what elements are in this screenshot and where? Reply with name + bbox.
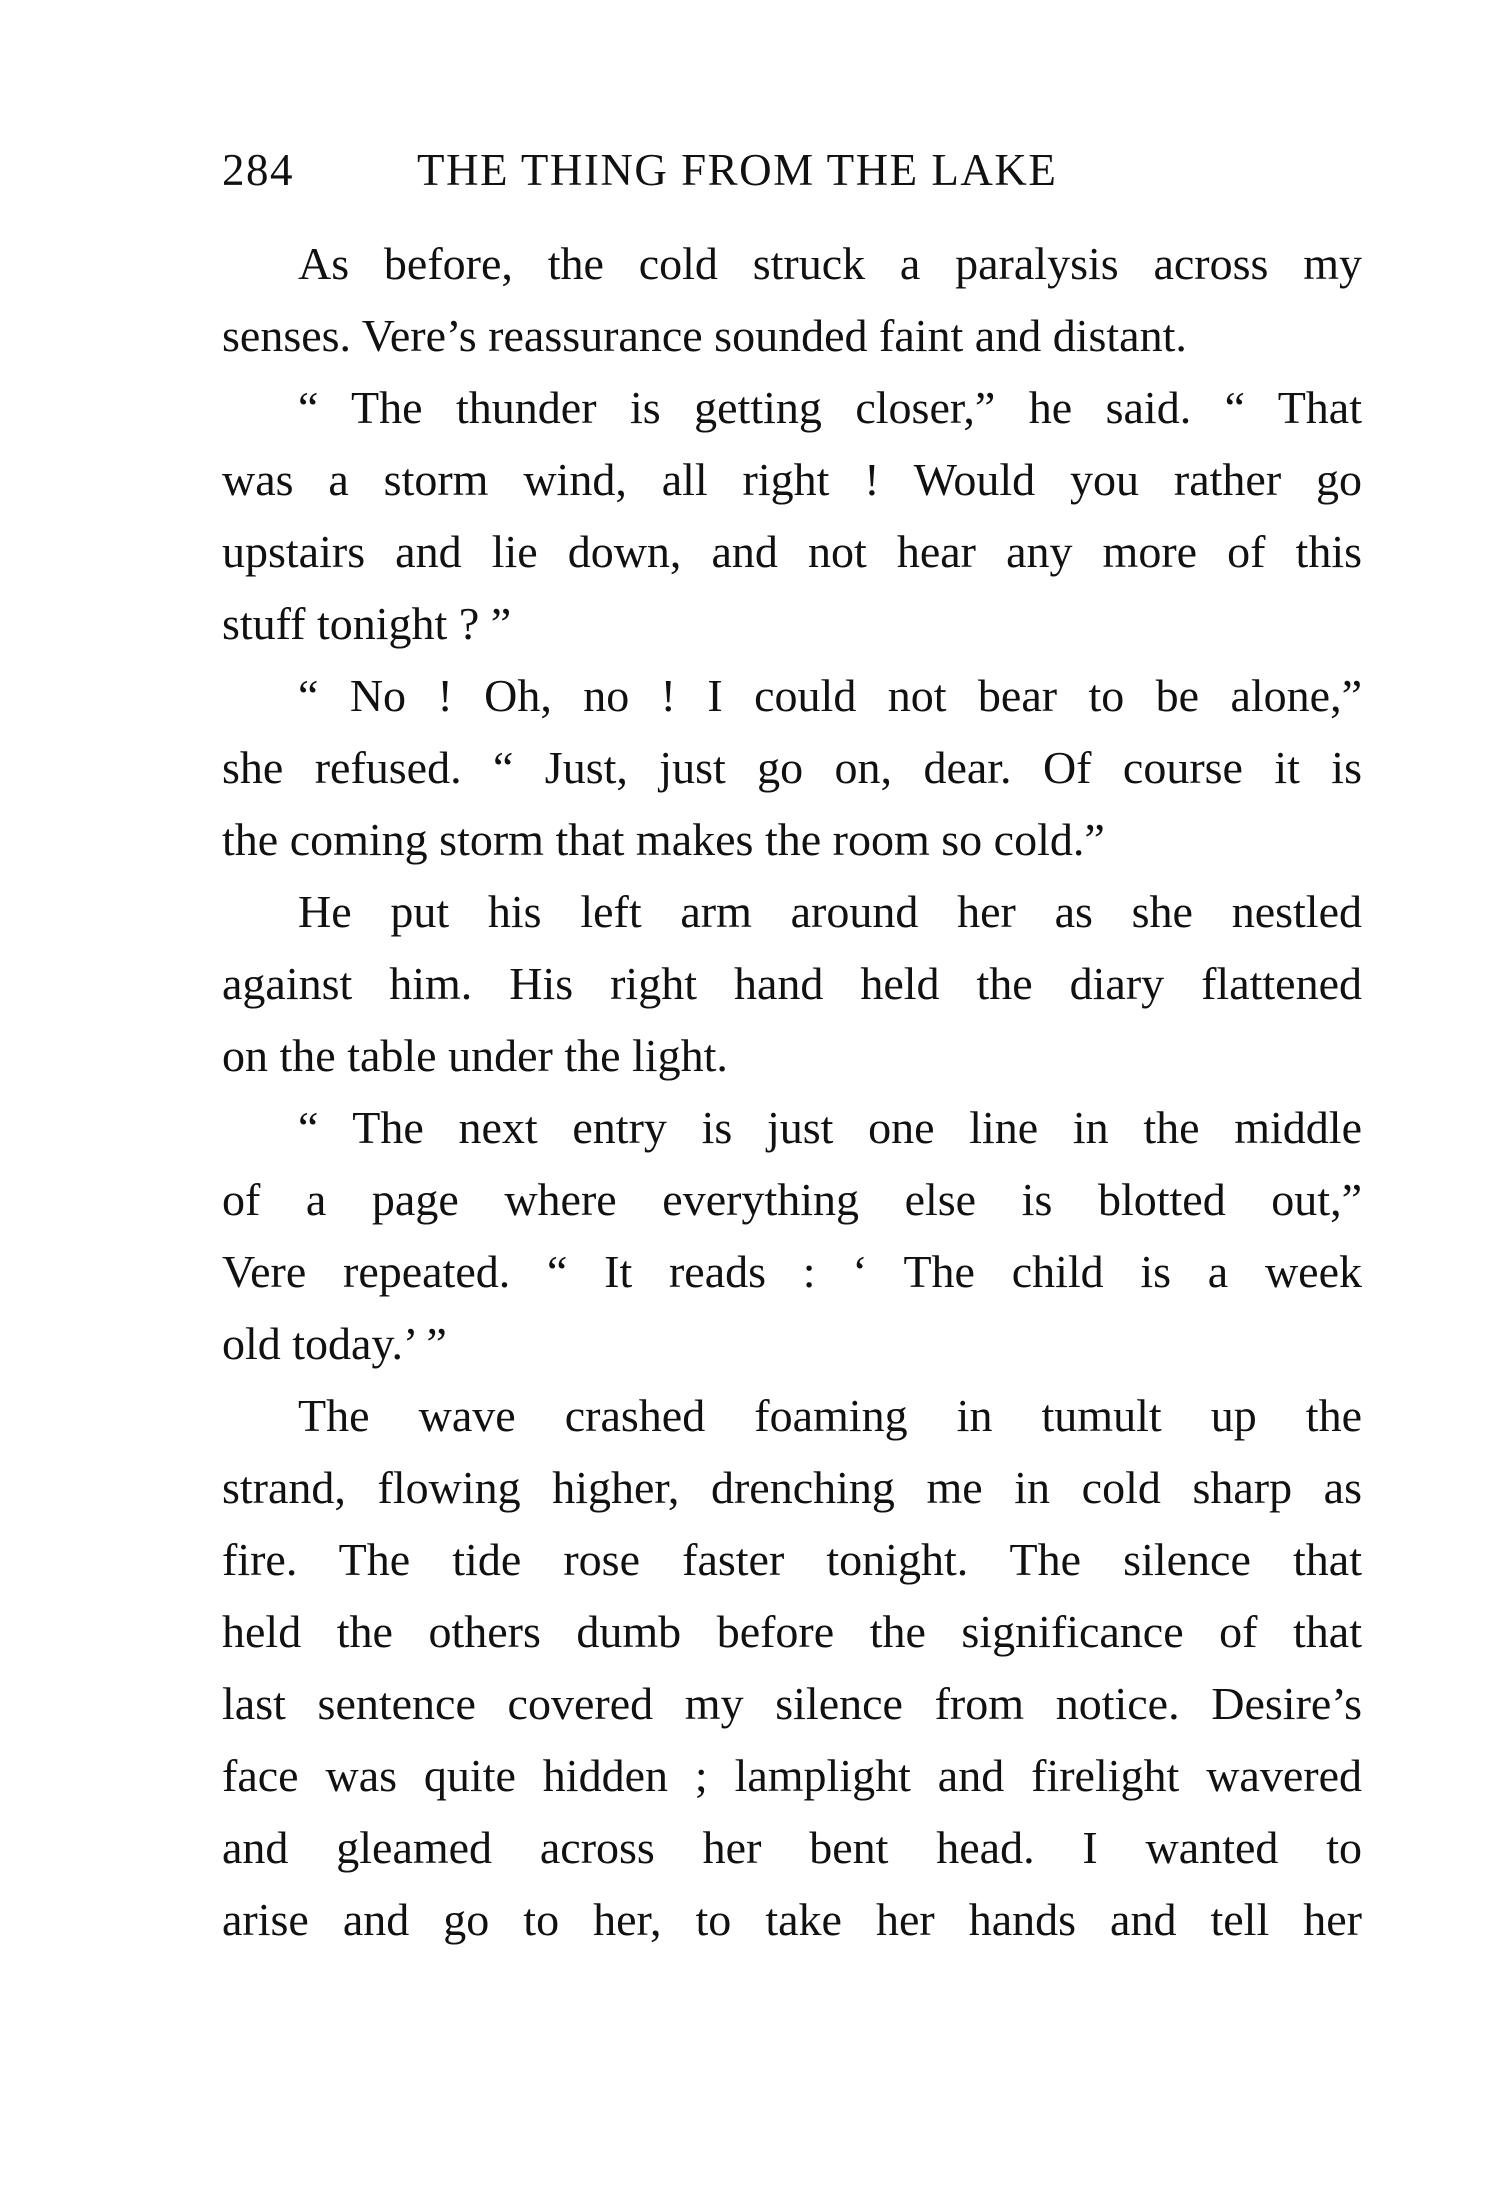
text-line: face was quite hidden ; lamplight and firelight wavered: [222, 1750, 1362, 1801]
text-line: “ The thunder is getting closer,” he said. “ That: [298, 382, 1362, 433]
text-line: As before, the cold struck a paralysis across my: [298, 238, 1362, 289]
text-line: Vere repeated. “ It reads : ‘ The child is a week: [222, 1246, 1362, 1297]
text-line: on the table under the light.: [222, 1030, 728, 1081]
text-line: held the others dumb before the significance of that: [222, 1606, 1362, 1657]
text-line: “ The next entry is just one line in the middle: [298, 1102, 1362, 1153]
text-line: fire. The tide rose faster tonight. The silence that: [222, 1534, 1362, 1585]
page-number: 284: [222, 145, 294, 195]
text-line: senses. Vere’s reassurance sounded faint and distant.: [222, 310, 1187, 361]
text-line: The wave crashed foaming in tumult up the: [298, 1390, 1362, 1441]
text-line: last sentence covered my silence from notice. Desire’s: [222, 1678, 1362, 1729]
text-line: strand, flowing higher, drenching me in cold sharp as: [222, 1462, 1362, 1513]
running-head: THE THING FROM THE LAKE: [417, 145, 1058, 195]
text-line: He put his left arm around her as she nestled: [298, 886, 1362, 937]
page-header: [222, 140, 1192, 200]
text-line: “ No ! Oh, no ! I could not bear to be alone,”: [298, 670, 1362, 721]
text-line: against him. His right hand held the diary flattened: [222, 958, 1362, 1009]
text-line: upstairs and lie down, and not hear any more of this: [222, 526, 1362, 577]
text-line: old today.’ ”: [222, 1318, 447, 1369]
text-line: the coming storm that makes the room so cold.”: [222, 814, 1105, 865]
text-line: she refused. “ Just, just go on, dear. Of course it is: [222, 742, 1362, 793]
text-line: stuff tonight ? ”: [222, 598, 512, 649]
text-line: and gleamed across her bent head. I wanted to: [222, 1822, 1362, 1873]
text-line: of a page where everything else is blotted out,”: [222, 1174, 1362, 1225]
text-line: arise and go to her, to take her hands and tell her: [222, 1894, 1362, 1945]
text-line: was a storm wind, all right ! Would you rather go: [222, 454, 1362, 505]
